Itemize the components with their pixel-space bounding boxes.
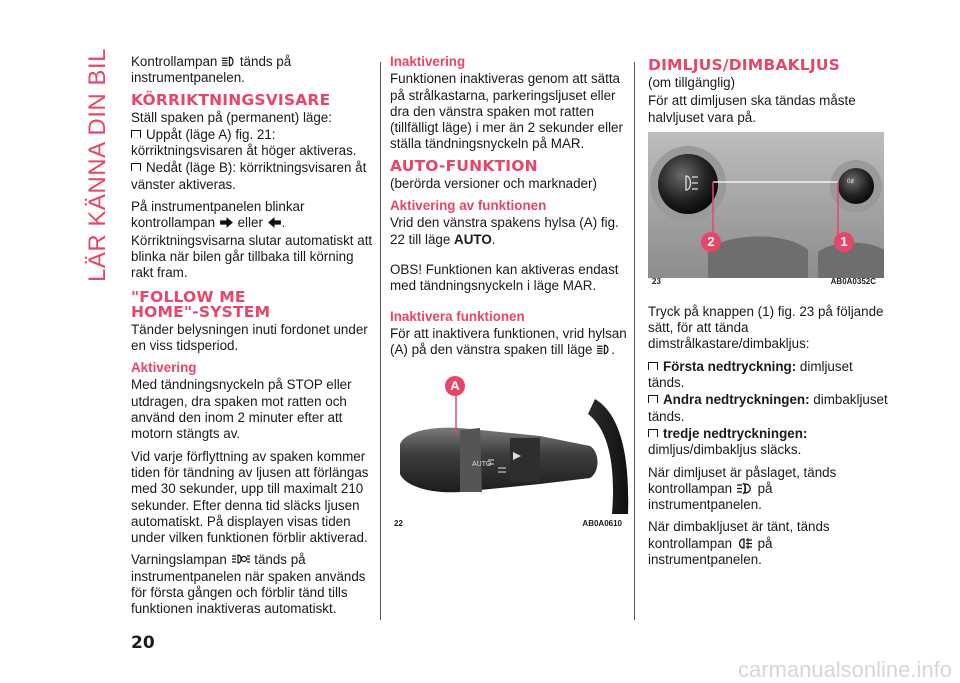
rear-fog-light-icon: [736, 537, 754, 550]
aktivering-funktionen-paragraph: Vrid den vänstra spakens hylsa (A) fig. 22 till läge AUTO.: [390, 215, 619, 247]
obs-paragraph: OBS! Funktionen kan aktiveras endast med tändningsnyckeln i läge MAR.: [390, 261, 619, 294]
column-divider-2: [634, 62, 635, 620]
bullet-marker-icon: [648, 362, 658, 370]
column-3: [648, 54, 888, 574]
aktivering-paragraph-2: Vid varje förflyttning av spaken kommer tiden för tändning av ljusen att förlängas med 30 sekunder, upp till maximalt 210 sekunder. Efter denna tid släcks ljusen automatiskt. På displayen visas tiden under vilken funktionen förblir aktiverad.: [131, 448, 369, 546]
bullet-first-press: Första nedtryckning: dimljuset tänds.: [648, 358, 853, 391]
heading-inaktivering: Inaktivering: [390, 54, 466, 69]
tryck-paragraph: Tryck på knappen (1) fig. 23 på följande sätt, för att tända dimstrålkastare/dimbakljus:: [648, 303, 884, 352]
bullet-second-press: Andra nedtryckningen: dimbakljuset tänds.: [648, 392, 888, 424]
varning-paragraph: Varningslampan tänds på instrumentpanelen när spaken används för första gången och förblir tänd tills funktionen inaktiveras automatiskt.: [131, 552, 366, 617]
watermark: carmanualsonline.info: [737, 657, 952, 682]
bullet-up: Uppåt (läge A) fig. 21: körriktningsvisaren åt höger aktiveras.: [131, 126, 357, 159]
heading-dimljus: DIMLJUS/DIMBAKLJUS: [648, 56, 840, 74]
figure-23: [648, 132, 884, 292]
inaktivera-funktionen-paragraph: För att inaktivera funktionen, vrid hylsan (A) på den vänstra spaken till läge .: [390, 325, 627, 358]
bullet-marker-icon: [648, 395, 658, 403]
figure-22-number: 22: [394, 519, 403, 529]
heading-korriktningsvisare: KÖRRIKTNINGSVISARE: [131, 90, 331, 109]
bullet-marker-icon: [131, 130, 141, 138]
label-a: A: [445, 376, 465, 396]
side-title-text: LÄR KÄNNA DIN BIL: [84, 48, 111, 282]
bullet-third-press: tredje nedtryckningen: dimljus/dimbakljus släcks.: [648, 425, 808, 458]
heading-auto-funktion: AUTO-FUNKTION: [390, 156, 538, 175]
bullet-down: Nedåt (läge B): körriktningsvisaren åt vänster aktiveras.: [131, 160, 367, 192]
inaktivering-paragraph: Funktionen inaktiveras genom att sätta på strålkastarna, parkeringsljuset eller dra den vänstra spaken mot ratten (tillfälligt läge) i mer än 2 sekunder eller ställa tändningsnyckeln på MAR.: [390, 71, 623, 152]
front-fog-light-icon: [736, 482, 754, 495]
lever-auto-label: AUTO: [472, 461, 492, 469]
rear-fog-paragraph: När dimbakljuset är tänt, tänds kontrollampan på instrumentpanelen.: [648, 519, 830, 568]
arrow-left-icon: [267, 216, 282, 229]
tillganglig-paragraph: (om tillgänglig): [648, 75, 736, 90]
intro-paragraph: Kontrollampan tänds på instrumentpanelen.: [131, 54, 292, 86]
column-divider-1: [380, 62, 381, 620]
blink-paragraph: På instrumentpanelen blinkar kontrollampan eller .: [131, 199, 305, 231]
label-1: 1: [834, 232, 854, 252]
page-number: 20: [131, 633, 155, 653]
column-2: [390, 54, 630, 534]
korr-paragraph: Ställ spaken på (permanent) läge:: [131, 109, 332, 125]
figure-23-number: 23: [652, 276, 661, 286]
slut-paragraph: Körriktningsvisarna slutar automatiskt att blinka när bilen går tillbaka till körning rakt fram.: [131, 232, 373, 281]
label-2: 2: [701, 232, 721, 252]
auto-paragraph: (berörda versioner och marknader): [390, 175, 597, 191]
heading-aktivering: Aktivering: [131, 360, 197, 376]
fog-light-paragraph: När dimljuset är påslaget, tänds kontrollampan på instrumentpanelen.: [648, 464, 837, 513]
figure-22: [390, 374, 630, 534]
figure-23-code: AB0A0352C: [830, 276, 876, 286]
low-beam-icon: [596, 343, 611, 356]
heading-aktivering-funktionen: Aktivering av funktionen: [390, 198, 547, 214]
follow-paragraph: Tänder belysningen inuti fordonet under en viss tidsperiod.: [131, 321, 368, 353]
follow-me-home-icon: [231, 553, 251, 566]
low-beam-icon: [221, 55, 236, 68]
bullet-marker-icon: [648, 429, 658, 437]
heading-follow-me-home: "FOLLOW ME HOME"-SYSTEM: [131, 287, 271, 321]
fog-button-label: 0≢: [847, 178, 857, 185]
aktivering-paragraph-1: Med tändningsnyckeln på STOP eller utdragen, dra spaken mot ratten och använd den inom 2 minuter efter att motorn stängts av.: [131, 377, 352, 442]
figure-22-code: AB0A0610: [582, 519, 622, 529]
for-paragraph: För att dimljusen ska tändas måste halvljuset vara på.: [648, 93, 856, 125]
side-title: [78, 40, 118, 290]
fog-switch-illustration: [648, 132, 884, 278]
arrow-right-icon: [219, 216, 234, 229]
heading-inaktivera-funktionen: Inaktivera funktionen: [390, 308, 525, 324]
lever-illustration: [390, 374, 630, 524]
bullet-marker-icon: [131, 163, 141, 171]
column-1: [131, 54, 376, 624]
